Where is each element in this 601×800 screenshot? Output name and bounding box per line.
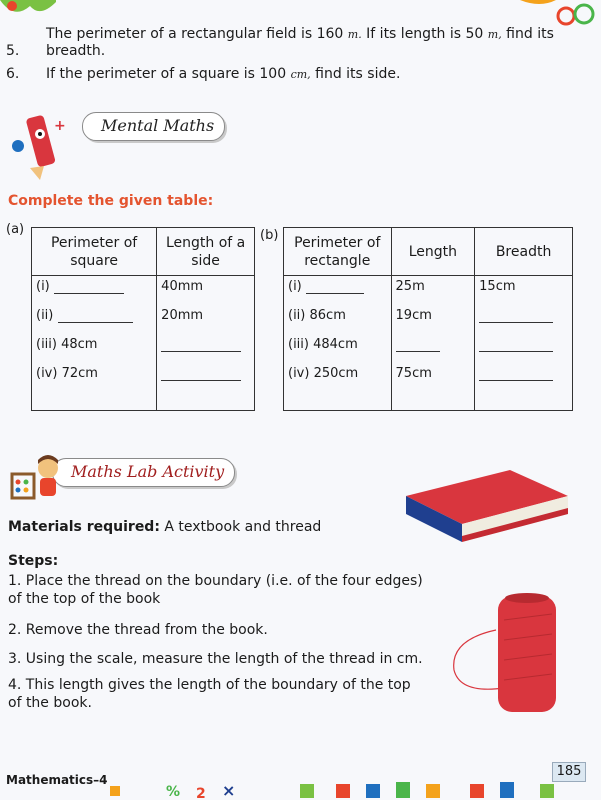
answer-blank[interactable]: [479, 340, 553, 352]
table-a-label: (a): [6, 222, 25, 237]
table-b-label: (b): [260, 228, 279, 243]
book-illustration-icon: [400, 466, 570, 546]
table-row: (iii) 48cm: [32, 334, 255, 363]
answer-blank[interactable]: [306, 282, 364, 294]
table-a: [31, 227, 255, 411]
table-b-header: Perimeter of rectangle: [284, 228, 392, 276]
table-row: (iii) 484cm: [284, 334, 573, 363]
table-instruction: Complete the given table:: [8, 193, 214, 209]
answer-blank[interactable]: [479, 369, 553, 381]
answer-blank[interactable]: [161, 369, 241, 381]
table-row: (ii) 20mm: [32, 305, 255, 334]
svg-text:%: %: [166, 784, 181, 800]
answer-blank[interactable]: [161, 340, 241, 352]
table-row: (ii) 86cm 19cm: [284, 305, 573, 334]
table-b-header: Breadth: [475, 228, 573, 276]
step-4: 4. This length gives the length of the boundary of the top of the book.: [8, 677, 411, 711]
table-b: [283, 227, 573, 411]
question-number: 5.: [6, 43, 20, 59]
thread-spool-icon: [440, 590, 570, 720]
answer-blank[interactable]: [58, 311, 133, 323]
answer-blank[interactable]: [479, 311, 553, 323]
mental-maths-title: Mental Maths: [82, 112, 225, 141]
table-row: (i) 25m 15cm: [284, 276, 573, 305]
question-5: 5.The perimeter of a rectangular field is 160 m. If its length is 50 m, find its breadth.: [6, 26, 554, 59]
svg-text:2: 2: [196, 786, 206, 800]
pencil-mascot-icon: [10, 112, 70, 182]
step-3: 3. Using the scale, measure the length of the thread in cm.: [8, 651, 423, 667]
subject-label: Mathematics–4: [6, 773, 108, 787]
materials-line: Materials required: A textbook and thread: [8, 519, 322, 535]
svg-text:+: +: [54, 118, 66, 134]
question-6: 6. If the perimeter of a square is 100 cm, find its side.: [6, 66, 401, 82]
page-number: 185: [552, 762, 586, 782]
answer-blank[interactable]: [54, 282, 124, 294]
table-row: (iv) 72cm: [32, 363, 255, 411]
table-a-header: Length of a side: [157, 228, 255, 276]
table-a-header: Perimeter of square: [32, 228, 157, 276]
step-1: 1. Place the thread on the boundary (i.e. of the four edges) of the top of the book: [8, 573, 423, 607]
table-row: (i) 40mm: [32, 276, 255, 305]
maths-lab-title: Maths Lab Activity: [52, 458, 235, 487]
corner-decoration-left: [0, 0, 60, 22]
maths-lab-banner: [10, 458, 235, 487]
steps-label: Steps:: [8, 553, 59, 569]
answer-blank[interactable]: [396, 340, 440, 352]
step-2: 2. Remove the thread from the book.: [8, 622, 268, 638]
mental-maths-banner: [10, 112, 225, 141]
decorative-footer-strip: [0, 780, 601, 800]
girl-with-abacus-icon: [10, 454, 66, 504]
table-row: (iv) 250cm 75cm: [284, 363, 573, 411]
question-number: 6.: [6, 66, 20, 82]
table-b-header: Length: [391, 228, 475, 276]
svg-text:×: ×: [222, 781, 236, 800]
